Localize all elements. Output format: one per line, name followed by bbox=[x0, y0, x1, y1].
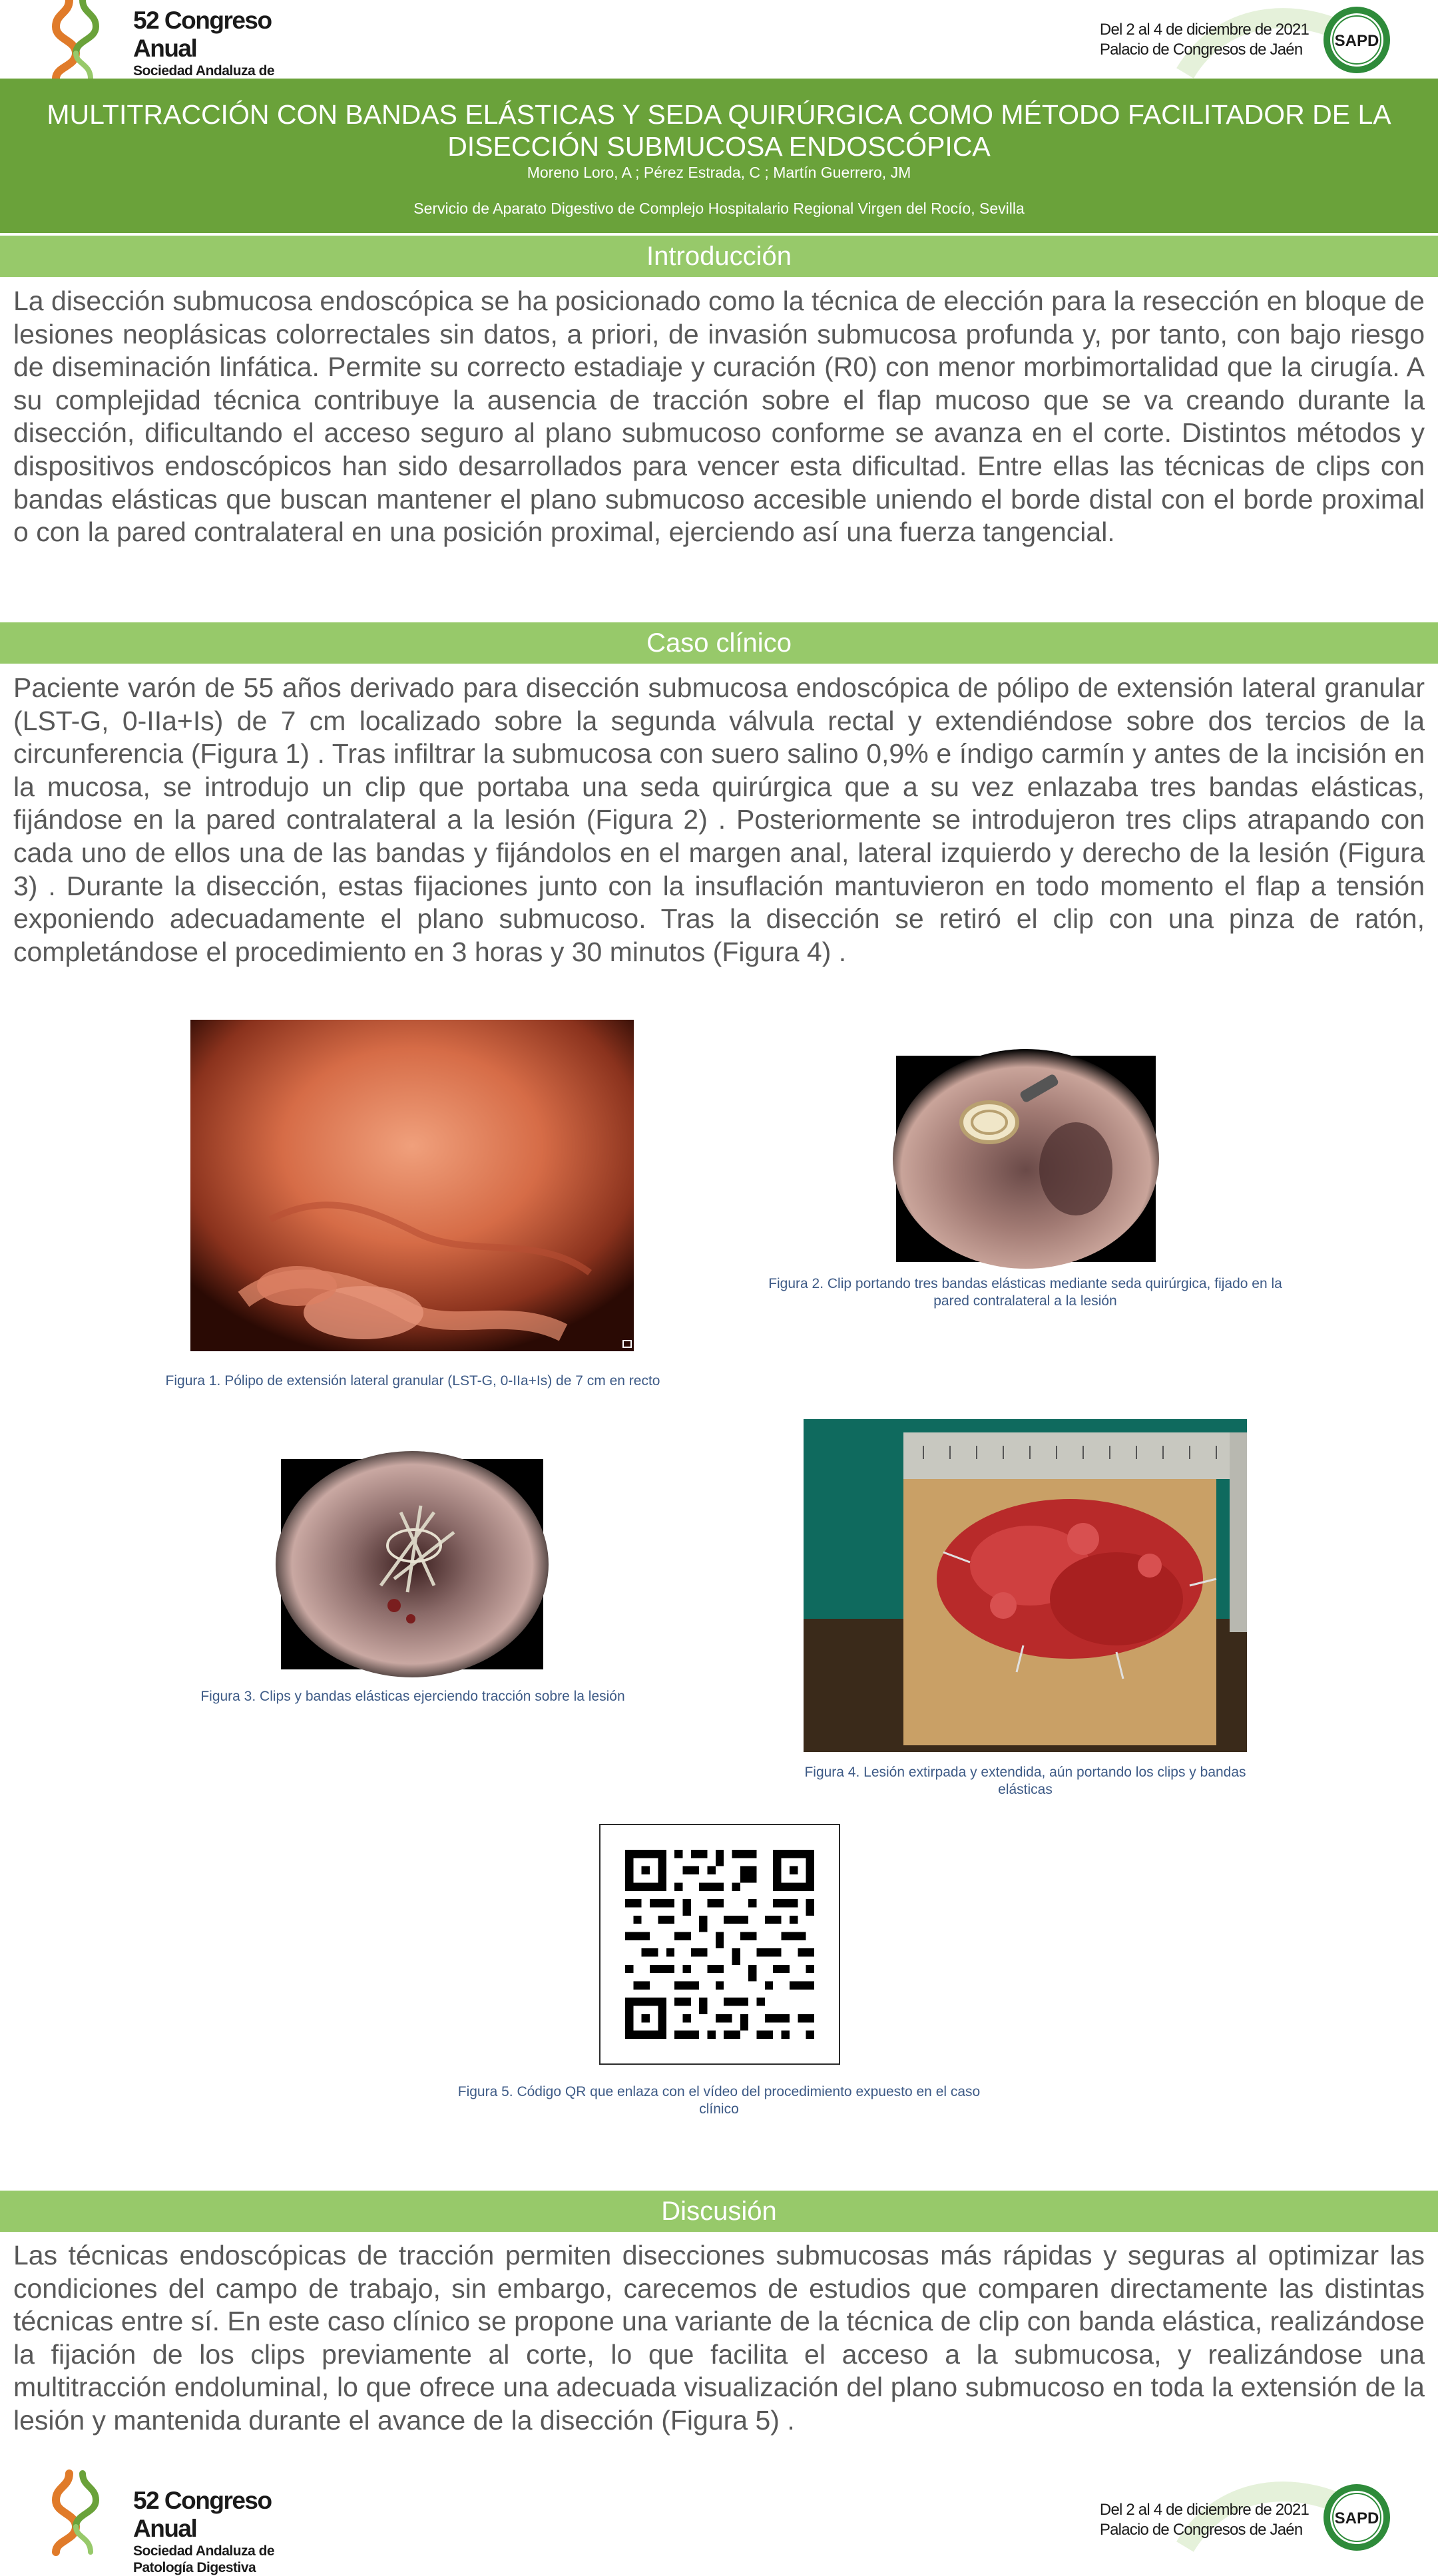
footer-dates-line-1: Del 2 al 4 de diciembre de 2021 bbox=[1099, 2501, 1309, 2519]
section-heading-discusion: Discusión bbox=[0, 2191, 1438, 2232]
qr-code-icon[interactable] bbox=[600, 1825, 839, 2063]
footer-dates-line-2: Palacio de Congresos de Jaén bbox=[1099, 2521, 1303, 2539]
event-dates bbox=[1100, 20, 1309, 60]
dates-line-2: Palacio de Congresos de Jaén bbox=[1099, 41, 1303, 59]
footer-society-line-1: Sociedad Andaluza de bbox=[133, 2543, 275, 2559]
footer-congress-brand bbox=[49, 2473, 329, 2575]
intro-paragraph: La disección submucosa endoscópica se ha posicionado como la técnica de elección para la resección en bloque de lesiones neoplásicas colorrectales sin datos, a priori, de invasión submucosa profunda y, por tanto, con bajo riesgo de diseminación linfática. Permite su correcto estadiaje y curación (R0) con menor morbimortalidad que la cirugía. A su complejidad técnica contribuye la ausencia de tracción sobre el flap mucoso que se va creando durante la disección, dificultando el acceso seguro al plano submucoso conforme se avanza en el corte. Distintos métodos y dispositivos endoscópicos han sido desarrollados para vencer esta dificultad. Entre ellas las técnicas de clips con bandas elásticas que buscan mantener el plano submucoso accesible uniendo el borde distal con el borde proximal o con la pared contralateral en una posición proximal, ejerciendo así una fuerza tangencial. bbox=[13, 286, 1425, 548]
figure-4-specimen-illustration bbox=[804, 1419, 1247, 1752]
footer-event-dates bbox=[1100, 2500, 1309, 2540]
discussion-paragraph: Las técnicas endoscópicas de tracción permiten disecciones submucosas más rápidas y seguras al optimizar las condiciones del campo de trabajo, sin embargo, carecemos de estudios que comparen directamente las distintas técnicas entre sí. En este caso clínico se propone una variante de la técnica de clip con banda elástica, realizándose la fijación de los clips previamente al corte, lo que facilita el acceso a la submucosa, y realizándose una multitracción endoluminal, lo que ofrece una adecuada visualización del plano submucoso en toda la extensión de la lesión y mantenida durante el avance de la disección (Figura 5) . bbox=[13, 2240, 1425, 2436]
section-heading-introduccion: Introducción bbox=[0, 236, 1438, 277]
figure-3-endoscopy-illustration bbox=[281, 1459, 543, 1669]
footer-sapd-seal-icon bbox=[1322, 2483, 1391, 2552]
figure-3-caption: Figura 3. Clips y bandas elásticas ejerciendo tracción sobre la lesión bbox=[200, 1689, 625, 1704]
footer-bar bbox=[0, 2473, 1438, 2575]
sapd-badge-text: SAPD bbox=[1334, 32, 1379, 50]
figure-5-caption: Figura 5. Código QR que enlaza con el vídeo del procedimiento expuesto en el caso clínico bbox=[457, 2084, 981, 2117]
congress-brand bbox=[49, 0, 329, 79]
figure-1-caption: Figura 1. Pólipo de extensión lateral granular (LST-G, 0-IIa+Is) de 7 cm en recto bbox=[165, 1373, 660, 1389]
footer-sapd-badge-text: SAPD bbox=[1334, 2509, 1379, 2527]
figure-4-image bbox=[804, 1419, 1247, 1752]
figure-1-image bbox=[190, 1020, 634, 1351]
society-line-1: Sociedad Andaluza de bbox=[133, 63, 275, 79]
footer-congress-name: 52 Congreso Anual bbox=[133, 2487, 272, 2542]
title-banner bbox=[0, 79, 1438, 233]
poster-title: MULTITRACCIÓN CON BANDAS ELÁSTICAS Y SEDA QUIRÚRGICA COMO MÉTODO FACILITADOR DE LA DISECCIÓN SUBMUCOSA ENDOSCÓPICA bbox=[47, 99, 1391, 162]
congress-name: 52 Congreso Anual bbox=[133, 7, 272, 62]
figure-2-endoscopy-illustration bbox=[896, 1056, 1156, 1262]
footer-brand-text bbox=[133, 2487, 329, 2576]
dates-line-1: Del 2 al 4 de diciembre de 2021 bbox=[1099, 21, 1309, 39]
affiliation: Servicio de Aparato Digestivo de Complejo Hospitalario Regional Virgen del Rocío, Sevilla bbox=[413, 200, 1025, 217]
footer-digestive-logo-icon bbox=[49, 2473, 103, 2552]
figure-4-caption: Figura 4. Lesión extirpada y extendida, aún portando los clips y bandas elásticas bbox=[804, 1765, 1246, 1797]
figure-2-image bbox=[896, 1056, 1156, 1262]
authors: Moreno Loro, A ; Pérez Estrada, C ; Martín Guerrero, JM bbox=[527, 164, 911, 181]
figure-3-image bbox=[281, 1459, 543, 1669]
section-heading-caso-clinico: Caso clínico bbox=[0, 622, 1438, 664]
figure-1-endoscopy-illustration bbox=[190, 1020, 634, 1351]
digestive-logo-icon bbox=[49, 0, 103, 79]
qr-code-frame[interactable] bbox=[599, 1824, 840, 2065]
case-paragraph: Paciente varón de 55 años derivado para disección submucosa endoscópica de pólipo de extensión lateral granular (LST-G, 0-IIa+Is) de 7 cm localizado sobre la segunda válvula rectal y extendiéndose sobre dos tercios de la circunferencia (Figura 1) . Tras infiltrar la submucosa con suero salino 0,9% e índigo carmín y antes de la incisión en la mucosa, se introdujo un clip que portaba una seda quirúrgica que a su vez enlazaba tres bandas elásticas, fijándose en la pared contralateral a la lesión (Figura 2) . Posteriormente se introdujeron tres clips atrapando con cada uno de ellos una de las bandas y fijándolos en el margen anal, lateral izquierdo y derecho de la lesión (Figura 3) . Durante la disección, estas fijaciones junto con la insuflación mantuvieron en todo momento el flap a tensión exponiendo adecuadamente el plano submucoso. Tras la disección se retiró el clip con una pinza de ratón, completándose el procedimiento en 3 horas y 30 minutos (Figura 4) . bbox=[13, 672, 1425, 967]
footer-society-line-2: Patología Digestiva bbox=[133, 2560, 256, 2575]
sapd-seal-icon bbox=[1322, 5, 1391, 75]
figure-2-caption: Figura 2. Clip portando tres bandas elásticas mediante seda quirúrgica, fijado en la pared contralateral a la lesión bbox=[768, 1276, 1282, 1309]
header-bar bbox=[0, 0, 1438, 79]
